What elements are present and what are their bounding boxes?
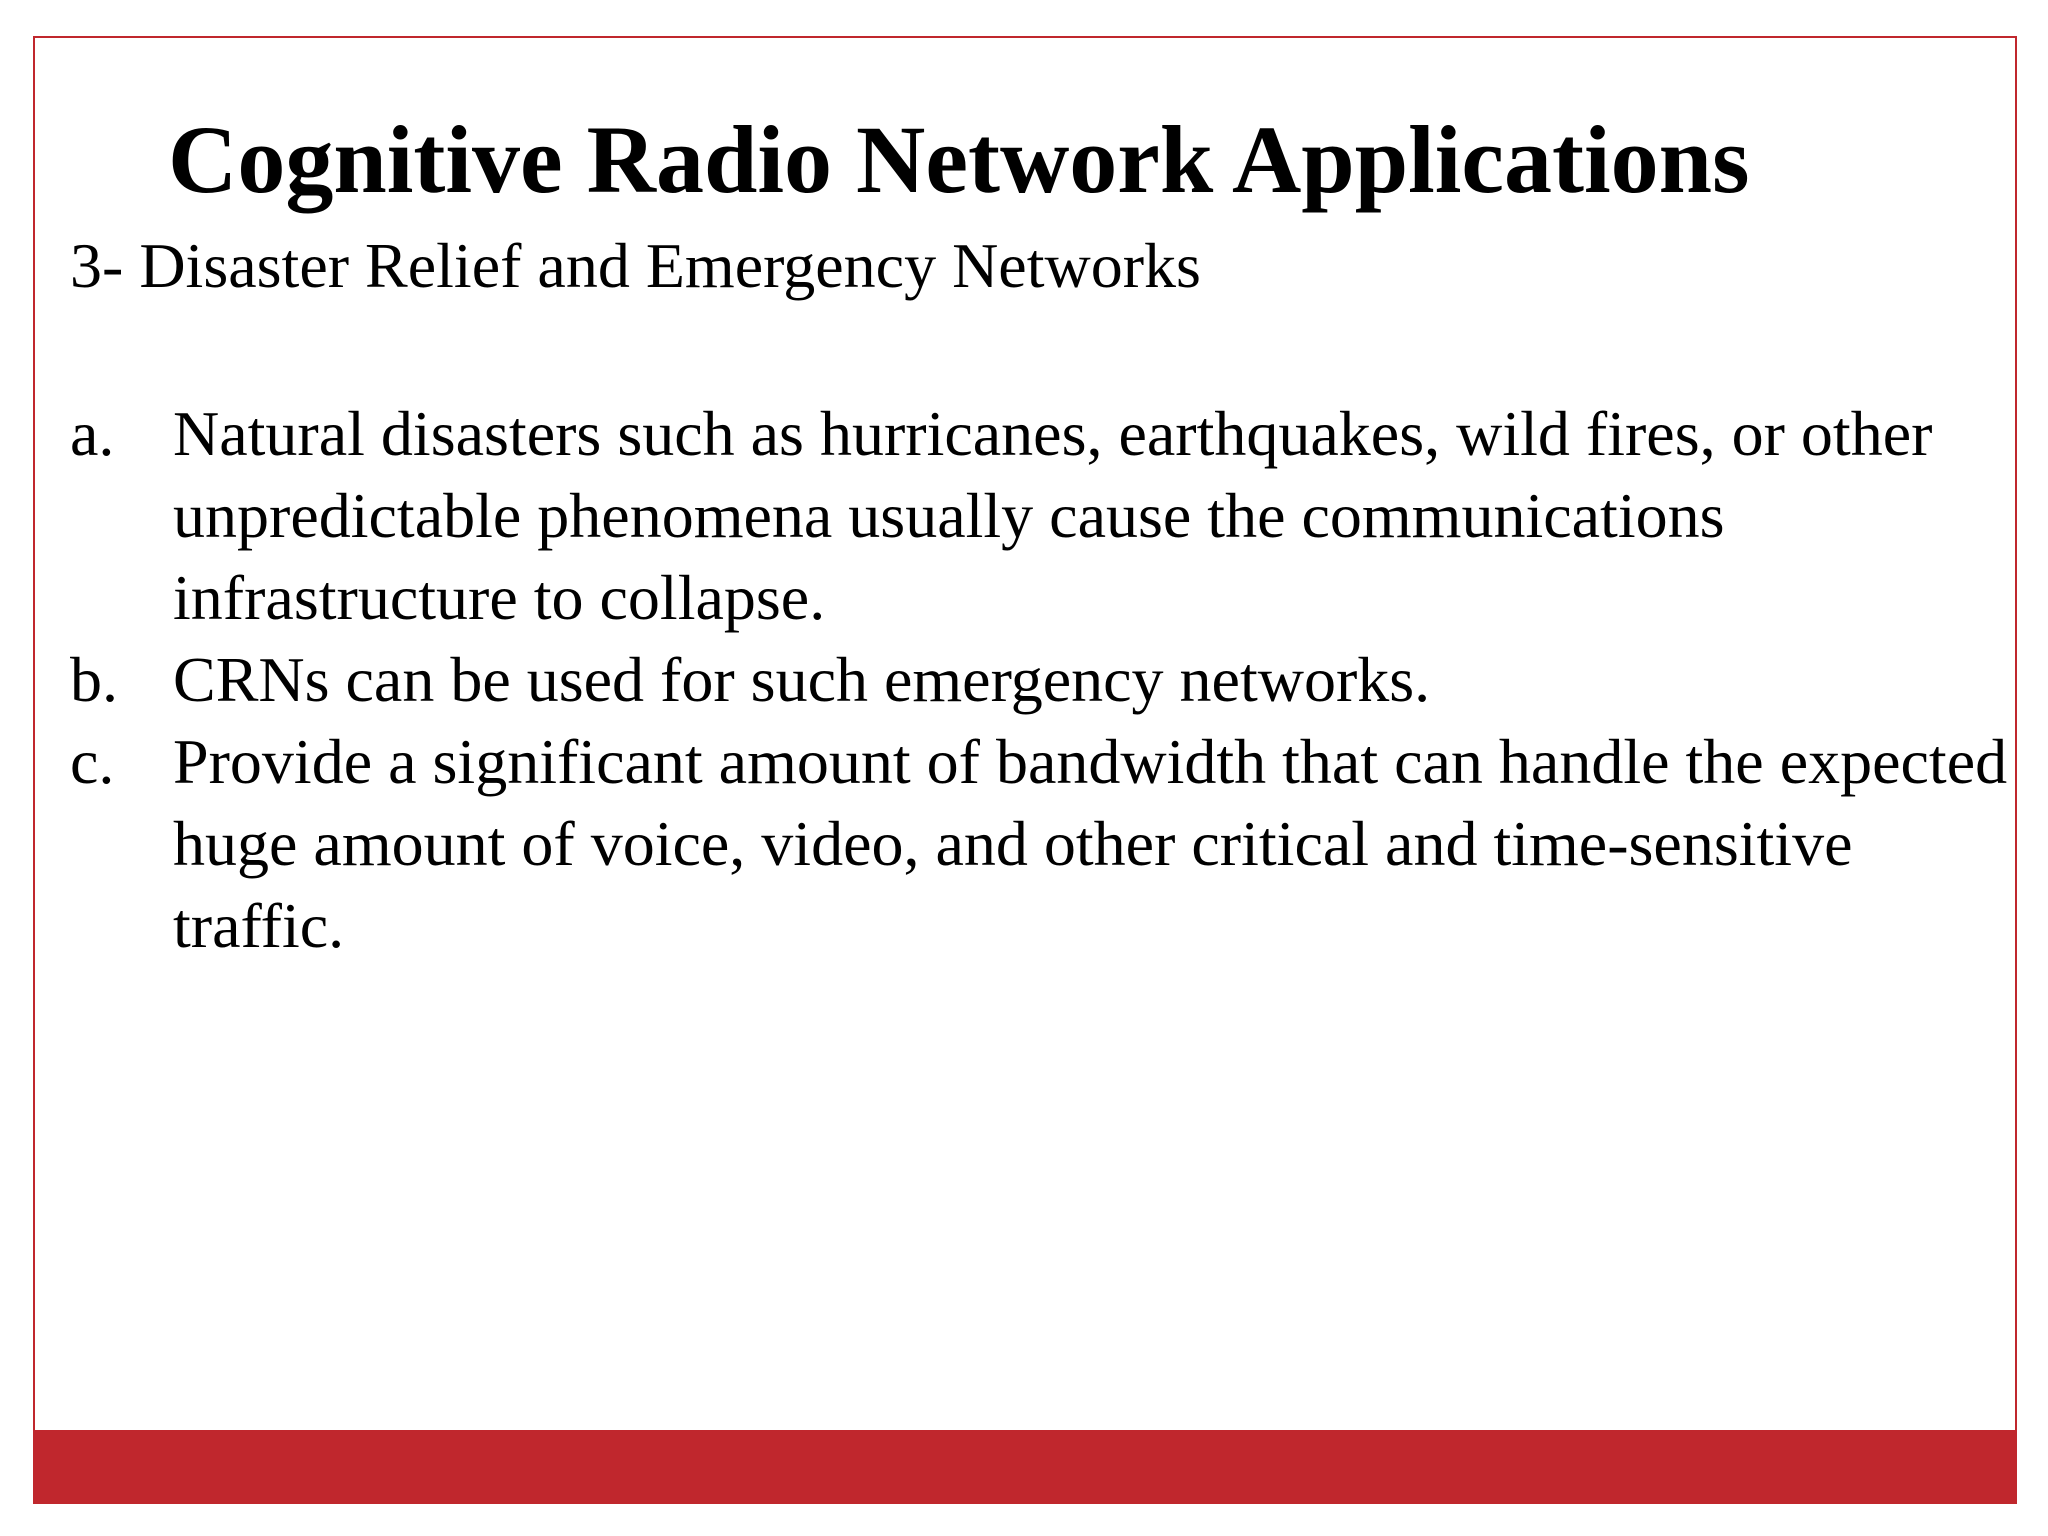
list-item <box>70 639 2010 721</box>
slide-title: Cognitive Radio Network Applications <box>168 106 1750 213</box>
list-item-marker: b. <box>70 644 118 715</box>
list-item <box>70 721 2010 967</box>
list-item <box>70 393 2010 639</box>
list-item-text: CRNs can be used for such emergency networks. <box>173 644 1431 715</box>
list-item-marker: c. <box>70 726 115 797</box>
bullet-list <box>70 393 2010 967</box>
list-item-text: Provide a significant amount of bandwidth that can handle the expected huge amount of voice, video, and other critical and time-sensitive traffic. <box>173 726 2008 961</box>
slide-subtitle: 3- Disaster Relief and Emergency Networks <box>70 230 1201 301</box>
slide <box>33 36 2017 1504</box>
footer-accent-bar <box>35 1430 2015 1502</box>
list-item-marker: a. <box>70 398 115 469</box>
list-item-text: Natural disasters such as hurricanes, earthquakes, wild fires, or other unpredictable phenomena usually cause the communications infrastructure to collapse. <box>173 398 1933 633</box>
